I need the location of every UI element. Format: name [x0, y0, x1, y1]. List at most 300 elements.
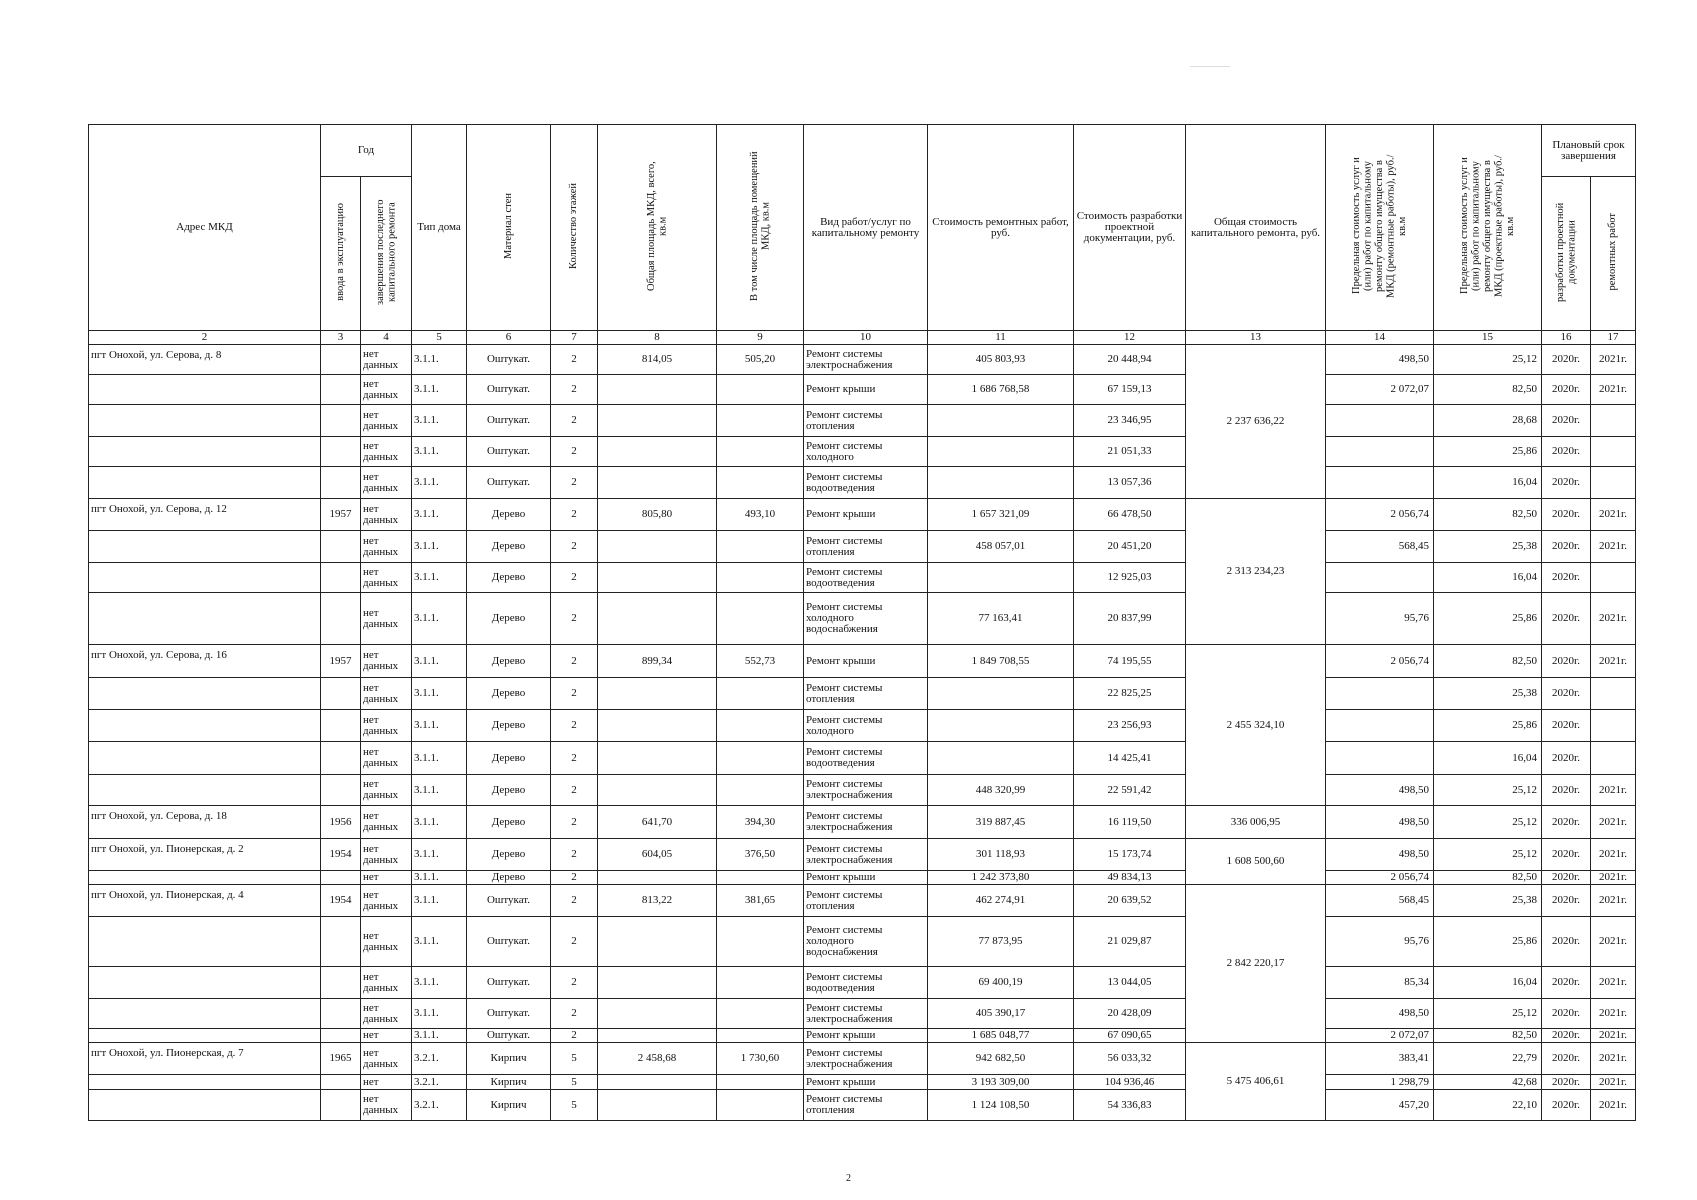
table-body	[89, 345, 1636, 1121]
header-limit-design-text: Предельная стоимость услуг и (или) работ по капитальному ремонту общего имущества в МКД (проектные работы), руб./кв.м	[1458, 155, 1516, 297]
cell-floors: 2	[551, 710, 598, 742]
cell-total-area	[598, 405, 717, 437]
cell-wall-material: Дерево	[467, 742, 551, 775]
cell-year-last-repair: нет данных	[361, 437, 412, 467]
cell-work-type: Ремонт крыши	[804, 375, 928, 405]
cell-year-commission	[321, 871, 361, 885]
cell-wall-material: Кирпич	[467, 1090, 551, 1121]
cell-house-type: 3.1.1.	[412, 871, 467, 885]
cell-limit-design: 42,68	[1434, 1075, 1542, 1090]
cell-total-area: 604,05	[598, 839, 717, 871]
cell-limit-design: 22,79	[1434, 1043, 1542, 1075]
cell-work-type: Ремонт системы электроснабжения	[804, 1043, 928, 1075]
cell-repair-cost: 1 685 048,77	[928, 1029, 1074, 1043]
cell-deadline-repair	[1591, 437, 1636, 467]
cell-limit-design: 25,86	[1434, 593, 1542, 645]
cell-limit-design: 28,68	[1434, 405, 1542, 437]
header-year-commission-text: ввода в эксплуатацию	[334, 203, 346, 301]
cell-year-commission	[321, 531, 361, 563]
cell-wall-material: Дерево	[467, 839, 551, 871]
cell-deadline-repair: 2021г.	[1591, 1029, 1636, 1043]
cell-total-area	[598, 1029, 717, 1043]
cell-address	[89, 1090, 321, 1121]
cell-wall-material: Оштукат.	[467, 375, 551, 405]
cell-wall-material: Дерево	[467, 806, 551, 839]
column-number: 13	[1186, 331, 1326, 345]
table-row	[89, 499, 1636, 531]
table-row	[89, 563, 1636, 593]
cell-repair-cost	[928, 467, 1074, 499]
cell-limit-design: 25,86	[1434, 917, 1542, 967]
cell-year-last-repair: нет данных	[361, 999, 412, 1029]
cell-limit-repair: 95,76	[1326, 593, 1434, 645]
cell-work-type: Ремонт крыши	[804, 871, 928, 885]
cell-deadline-repair: 2021г.	[1591, 531, 1636, 563]
cell-deadline-repair: 2021г.	[1591, 593, 1636, 645]
cell-deadline-design: 2020г.	[1542, 405, 1591, 437]
cell-work-type: Ремонт крыши	[804, 1075, 928, 1090]
cell-deadline-repair: 2021г.	[1591, 806, 1636, 839]
cell-design-cost: 49 834,13	[1074, 871, 1186, 885]
cell-year-commission: 1954	[321, 885, 361, 917]
cell-design-cost: 22 591,42	[1074, 775, 1186, 806]
cell-wall-material: Оштукат.	[467, 917, 551, 967]
table-row	[89, 742, 1636, 775]
cell-limit-design: 82,50	[1434, 871, 1542, 885]
cell-total-area: 813,22	[598, 885, 717, 917]
cell-address	[89, 742, 321, 775]
cell-wall-material: Дерево	[467, 871, 551, 885]
cell-year-last-repair: нет данных	[361, 593, 412, 645]
header-year-last-repair	[361, 177, 412, 331]
cell-deadline-design: 2020г.	[1542, 563, 1591, 593]
cell-house-type: 3.1.1.	[412, 563, 467, 593]
column-number: 4	[361, 331, 412, 345]
header-limit-repair	[1326, 125, 1434, 331]
cell-address	[89, 967, 321, 999]
header-deadline-group: Плановый срок завершения	[1542, 125, 1636, 177]
header-year-last-repair-text: завершения последнего капитального ремонта	[374, 199, 397, 305]
cell-deadline-design: 2020г.	[1542, 437, 1591, 467]
cell-house-type: 3.1.1.	[412, 806, 467, 839]
cell-total-area	[598, 1075, 717, 1090]
cell-limit-repair: 2 056,74	[1326, 645, 1434, 678]
header-work-type: Вид работ/услуг по капитальному ремонту	[804, 125, 928, 331]
cell-premises-area: 376,50	[717, 839, 804, 871]
header-wall-material	[467, 125, 551, 331]
cell-work-type: Ремонт системы водоотведения	[804, 742, 928, 775]
cell-house-type: 3.1.1.	[412, 710, 467, 742]
cell-address: пгт Онохой, ул. Серова, д. 12	[89, 499, 321, 531]
cell-deadline-design: 2020г.	[1542, 999, 1591, 1029]
table-row	[89, 1043, 1636, 1075]
cell-floors: 2	[551, 437, 598, 467]
cell-repair-cost: 3 193 309,00	[928, 1075, 1074, 1090]
cell-premises-area	[717, 917, 804, 967]
cell-limit-design: 25,12	[1434, 839, 1542, 871]
cell-deadline-repair: 2021г.	[1591, 345, 1636, 375]
cell-deadline-design: 2020г.	[1542, 967, 1591, 999]
cell-address	[89, 999, 321, 1029]
header-limit-repair-text: Предельная стоимость услуг и (или) работ по капитальному ремонту общего имущества в МКД (ремонтные работы), руб./кв.м	[1350, 154, 1408, 298]
cell-floors: 2	[551, 839, 598, 871]
cell-premises-area	[717, 999, 804, 1029]
cell-repair-cost: 301 118,93	[928, 839, 1074, 871]
cell-deadline-design: 2020г.	[1542, 1029, 1591, 1043]
cell-year-last-repair: нет данных	[361, 1090, 412, 1121]
cell-year-commission	[321, 710, 361, 742]
cell-limit-repair	[1326, 710, 1434, 742]
cell-year-commission	[321, 1090, 361, 1121]
header-repair-cost: Стоимость ремонтных работ, руб.	[928, 125, 1074, 331]
cell-deadline-repair: 2021г.	[1591, 999, 1636, 1029]
cell-year-last-repair: нет данных	[361, 405, 412, 437]
cell-repair-cost	[928, 742, 1074, 775]
cell-design-cost: 66 478,50	[1074, 499, 1186, 531]
cell-year-last-repair: нет данных	[361, 345, 412, 375]
cell-total-cost: 5 475 406,61	[1186, 1043, 1326, 1121]
cell-limit-repair	[1326, 678, 1434, 710]
cell-premises-area	[717, 467, 804, 499]
cell-house-type: 3.1.1.	[412, 645, 467, 678]
cell-floors: 2	[551, 775, 598, 806]
table-row	[89, 999, 1636, 1029]
cell-repair-cost: 319 887,45	[928, 806, 1074, 839]
header-deadline-design	[1542, 177, 1591, 331]
cell-deadline-design: 2020г.	[1542, 1043, 1591, 1075]
cell-year-last-repair: нет данных	[361, 645, 412, 678]
cell-premises-area	[717, 1090, 804, 1121]
header-deadline-repair-text: ремонтных работ	[1607, 213, 1619, 291]
cell-limit-design: 82,50	[1434, 375, 1542, 405]
cell-limit-repair: 2 072,07	[1326, 375, 1434, 405]
cell-house-type: 3.2.1.	[412, 1043, 467, 1075]
table-row	[89, 645, 1636, 678]
cell-total-cost: 2 237 636,22	[1186, 345, 1326, 499]
cell-limit-repair	[1326, 467, 1434, 499]
table-row	[89, 885, 1636, 917]
cell-design-cost: 22 825,25	[1074, 678, 1186, 710]
cell-year-last-repair: нет данных	[361, 678, 412, 710]
cell-repair-cost: 77 163,41	[928, 593, 1074, 645]
column-number: 14	[1326, 331, 1434, 345]
cell-work-type: Ремонт крыши	[804, 499, 928, 531]
cell-wall-material: Дерево	[467, 775, 551, 806]
table-row	[89, 1029, 1636, 1043]
cell-total-cost: 2 455 324,10	[1186, 645, 1326, 806]
cell-design-cost: 104 936,46	[1074, 1075, 1186, 1090]
cell-limit-repair: 383,41	[1326, 1043, 1434, 1075]
cell-premises-area	[717, 531, 804, 563]
document-page	[88, 124, 1635, 1121]
cell-address	[89, 1029, 321, 1043]
cell-work-type: Ремонт системы холодного	[804, 710, 928, 742]
cell-limit-repair: 2 056,74	[1326, 871, 1434, 885]
cell-premises-area: 505,20	[717, 345, 804, 375]
cell-house-type: 3.1.1.	[412, 967, 467, 999]
cell-total-area	[598, 563, 717, 593]
cell-deadline-design: 2020г.	[1542, 678, 1591, 710]
cell-house-type: 3.1.1.	[412, 467, 467, 499]
header-total-cost: Общая стоимость капитального ремонта, руб.	[1186, 125, 1326, 331]
cell-address	[89, 593, 321, 645]
cell-house-type: 3.1.1.	[412, 742, 467, 775]
cell-deadline-design: 2020г.	[1542, 839, 1591, 871]
cell-total-cost: 2 313 234,23	[1186, 499, 1326, 645]
column-number: 11	[928, 331, 1074, 345]
cell-address	[89, 710, 321, 742]
table-row	[89, 678, 1636, 710]
cell-design-cost: 20 451,20	[1074, 531, 1186, 563]
cell-total-cost: 1 608 500,60	[1186, 839, 1326, 885]
cell-limit-design: 16,04	[1434, 742, 1542, 775]
table-row	[89, 375, 1636, 405]
cell-address: пгт Онохой, ул. Серова, д. 16	[89, 645, 321, 678]
cell-limit-repair	[1326, 405, 1434, 437]
cell-work-type: Ремонт системы отопления	[804, 885, 928, 917]
cell-year-commission: 1956	[321, 806, 361, 839]
cell-repair-cost: 1 657 321,09	[928, 499, 1074, 531]
cell-deadline-repair	[1591, 742, 1636, 775]
cell-floors: 2	[551, 563, 598, 593]
header-premises-area	[717, 125, 804, 331]
cell-design-cost: 12 925,03	[1074, 563, 1186, 593]
cell-repair-cost: 405 803,93	[928, 345, 1074, 375]
cell-floors: 2	[551, 885, 598, 917]
cell-repair-cost: 942 682,50	[928, 1043, 1074, 1075]
cell-house-type: 3.1.1.	[412, 775, 467, 806]
cell-deadline-design: 2020г.	[1542, 499, 1591, 531]
cell-deadline-design: 2020г.	[1542, 742, 1591, 775]
cell-premises-area	[717, 1075, 804, 1090]
cell-repair-cost: 1 849 708,55	[928, 645, 1074, 678]
cell-premises-area	[717, 871, 804, 885]
cell-limit-repair: 498,50	[1326, 839, 1434, 871]
cell-design-cost: 13 044,05	[1074, 967, 1186, 999]
cell-premises-area: 381,65	[717, 885, 804, 917]
cell-deadline-design: 2020г.	[1542, 1090, 1591, 1121]
column-number: 9	[717, 331, 804, 345]
cell-total-area	[598, 999, 717, 1029]
cell-limit-design: 25,86	[1434, 710, 1542, 742]
cell-deadline-repair	[1591, 405, 1636, 437]
column-number: 10	[804, 331, 928, 345]
cell-work-type: Ремонт системы водоотведения	[804, 563, 928, 593]
cell-total-area	[598, 531, 717, 563]
column-number: 12	[1074, 331, 1186, 345]
cell-year-last-repair: нет данных	[361, 775, 412, 806]
capital-repair-table	[88, 124, 1636, 1121]
cell-deadline-design: 2020г.	[1542, 1075, 1591, 1090]
cell-deadline-repair: 2021г.	[1591, 839, 1636, 871]
cell-limit-repair: 568,45	[1326, 531, 1434, 563]
cell-year-commission: 1954	[321, 839, 361, 871]
cell-total-area	[598, 710, 717, 742]
cell-house-type: 3.1.1.	[412, 678, 467, 710]
cell-design-cost: 20 428,09	[1074, 999, 1186, 1029]
cell-year-last-repair: нет данных	[361, 1043, 412, 1075]
cell-limit-repair	[1326, 742, 1434, 775]
cell-repair-cost: 458 057,01	[928, 531, 1074, 563]
cell-year-last-repair: нет данных	[361, 375, 412, 405]
cell-deadline-repair	[1591, 710, 1636, 742]
cell-total-area	[598, 467, 717, 499]
cell-house-type: 3.1.1.	[412, 405, 467, 437]
cell-address	[89, 871, 321, 885]
table-row	[89, 593, 1636, 645]
table-row	[89, 1075, 1636, 1090]
cell-deadline-repair: 2021г.	[1591, 1090, 1636, 1121]
cell-premises-area	[717, 775, 804, 806]
cell-total-area	[598, 917, 717, 967]
cell-house-type: 3.1.1.	[412, 1029, 467, 1043]
cell-repair-cost	[928, 405, 1074, 437]
cell-address	[89, 563, 321, 593]
cell-premises-area	[717, 967, 804, 999]
cell-limit-design: 16,04	[1434, 467, 1542, 499]
cell-repair-cost: 1 124 108,50	[928, 1090, 1074, 1121]
cell-wall-material: Оштукат.	[467, 1029, 551, 1043]
header-year-commission	[321, 177, 361, 331]
cell-address	[89, 405, 321, 437]
cell-design-cost: 16 119,50	[1074, 806, 1186, 839]
header-year-group: Год	[321, 125, 412, 177]
cell-year-commission	[321, 1075, 361, 1090]
cell-year-commission	[321, 375, 361, 405]
cell-design-cost: 13 057,36	[1074, 467, 1186, 499]
cell-house-type: 3.1.1.	[412, 593, 467, 645]
header-design-cost: Стоимость разработки проектной документации, руб.	[1074, 125, 1186, 331]
cell-work-type: Ремонт системы холодного водоснабжения	[804, 593, 928, 645]
table-row	[89, 1090, 1636, 1121]
cell-limit-repair: 498,50	[1326, 999, 1434, 1029]
cell-design-cost: 20 639,52	[1074, 885, 1186, 917]
cell-repair-cost: 1 686 768,58	[928, 375, 1074, 405]
cell-deadline-design: 2020г.	[1542, 645, 1591, 678]
cell-total-cost: 336 006,95	[1186, 806, 1326, 839]
cell-house-type: 3.1.1.	[412, 437, 467, 467]
cell-year-commission: 1965	[321, 1043, 361, 1075]
cell-deadline-design: 2020г.	[1542, 710, 1591, 742]
cell-total-area: 899,34	[598, 645, 717, 678]
cell-total-area	[598, 775, 717, 806]
cell-limit-repair: 568,45	[1326, 885, 1434, 917]
cell-floors: 2	[551, 999, 598, 1029]
cell-design-cost: 15 173,74	[1074, 839, 1186, 871]
cell-deadline-repair	[1591, 678, 1636, 710]
cell-year-commission	[321, 967, 361, 999]
cell-year-last-repair: нет данных	[361, 563, 412, 593]
cell-year-last-repair: нет данных	[361, 885, 412, 917]
cell-year-last-repair: нет	[361, 1029, 412, 1043]
cell-limit-repair: 2 056,74	[1326, 499, 1434, 531]
cell-deadline-repair: 2021г.	[1591, 499, 1636, 531]
table-row	[89, 806, 1636, 839]
cell-wall-material: Дерево	[467, 678, 551, 710]
header-floors-text: Количество этажей	[568, 183, 580, 269]
cell-year-commission	[321, 917, 361, 967]
cell-limit-design: 25,12	[1434, 775, 1542, 806]
header-house-type: Тип дома	[412, 125, 467, 331]
cell-floors: 2	[551, 375, 598, 405]
cell-year-commission	[321, 678, 361, 710]
cell-house-type: 3.1.1.	[412, 375, 467, 405]
cell-wall-material: Оштукат.	[467, 999, 551, 1029]
cell-wall-material: Кирпич	[467, 1075, 551, 1090]
cell-repair-cost: 405 390,17	[928, 999, 1074, 1029]
cell-premises-area: 552,73	[717, 645, 804, 678]
cell-deadline-design: 2020г.	[1542, 345, 1591, 375]
cell-year-commission	[321, 437, 361, 467]
cell-year-commission	[321, 405, 361, 437]
cell-work-type: Ремонт системы электроснабжения	[804, 345, 928, 375]
cell-total-area	[598, 1090, 717, 1121]
cell-house-type: 3.2.1.	[412, 1075, 467, 1090]
cell-work-type: Ремонт крыши	[804, 645, 928, 678]
cell-premises-area	[717, 742, 804, 775]
cell-address: пгт Онохой, ул. Пионерская, д. 4	[89, 885, 321, 917]
cell-floors: 2	[551, 405, 598, 437]
cell-floors: 5	[551, 1043, 598, 1075]
cell-year-last-repair: нет данных	[361, 917, 412, 967]
cell-house-type: 3.1.1.	[412, 885, 467, 917]
cell-deadline-design: 2020г.	[1542, 531, 1591, 563]
header-deadline-design-text: разработки проектной документации	[1554, 202, 1577, 302]
cell-house-type: 3.1.1.	[412, 499, 467, 531]
scan-mark	[1190, 66, 1230, 67]
cell-wall-material: Оштукат.	[467, 345, 551, 375]
cell-premises-area	[717, 563, 804, 593]
cell-premises-area	[717, 593, 804, 645]
cell-year-commission	[321, 467, 361, 499]
column-number: 3	[321, 331, 361, 345]
cell-address: пгт Онохой, ул. Пионерская, д. 7	[89, 1043, 321, 1075]
cell-deadline-repair: 2021г.	[1591, 917, 1636, 967]
cell-work-type: Ремонт системы электроснабжения	[804, 806, 928, 839]
cell-total-area	[598, 593, 717, 645]
cell-work-type: Ремонт системы отопления	[804, 531, 928, 563]
cell-limit-repair	[1326, 563, 1434, 593]
column-number: 2	[89, 331, 321, 345]
table-row	[89, 405, 1636, 437]
cell-year-last-repair: нет данных	[361, 806, 412, 839]
cell-limit-repair: 95,76	[1326, 917, 1434, 967]
cell-wall-material: Дерево	[467, 499, 551, 531]
cell-deadline-design: 2020г.	[1542, 917, 1591, 967]
cell-total-area: 805,80	[598, 499, 717, 531]
column-number: 5	[412, 331, 467, 345]
cell-premises-area	[717, 375, 804, 405]
cell-design-cost: 20 837,99	[1074, 593, 1186, 645]
cell-year-commission	[321, 1029, 361, 1043]
cell-limit-repair: 2 072,07	[1326, 1029, 1434, 1043]
cell-year-commission	[321, 999, 361, 1029]
cell-floors: 2	[551, 967, 598, 999]
cell-floors: 2	[551, 871, 598, 885]
cell-total-area	[598, 437, 717, 467]
cell-deadline-repair: 2021г.	[1591, 967, 1636, 999]
cell-year-last-repair: нет	[361, 871, 412, 885]
cell-deadline-design: 2020г.	[1542, 775, 1591, 806]
cell-limit-repair: 1 298,79	[1326, 1075, 1434, 1090]
cell-house-type: 3.1.1.	[412, 917, 467, 967]
cell-total-area: 2 458,68	[598, 1043, 717, 1075]
cell-floors: 2	[551, 467, 598, 499]
cell-repair-cost: 448 320,99	[928, 775, 1074, 806]
cell-limit-design: 16,04	[1434, 563, 1542, 593]
cell-deadline-design: 2020г.	[1542, 593, 1591, 645]
cell-wall-material: Оштукат.	[467, 437, 551, 467]
